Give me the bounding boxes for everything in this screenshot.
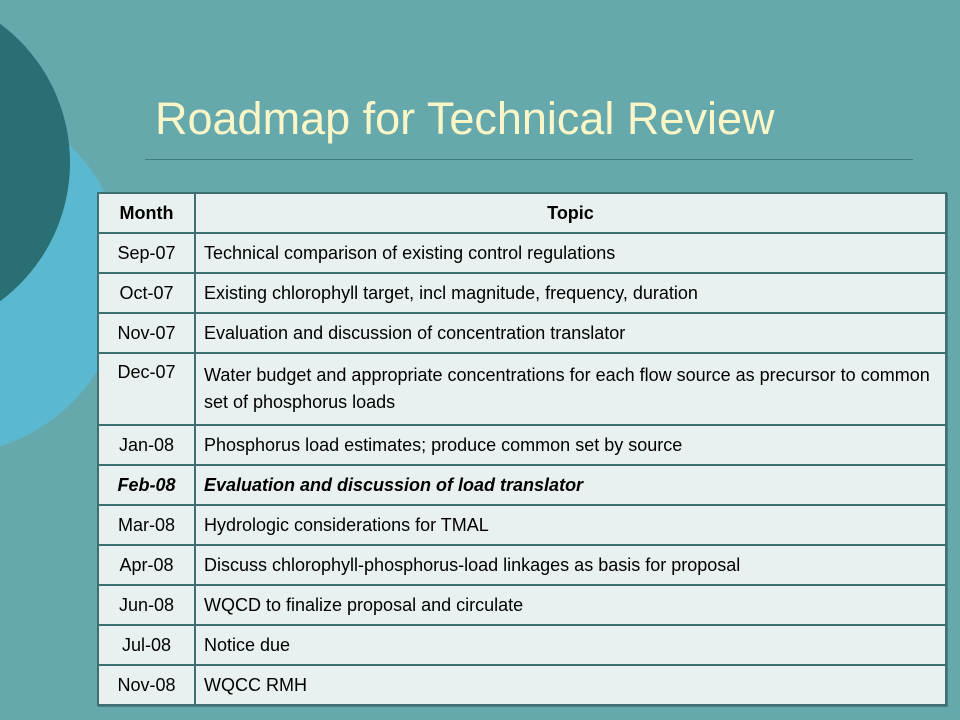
topic-cell: Water budget and appropriate concentrations for each flow source as precursor to common set of phosphorus loads [195,353,946,425]
table-row [98,505,946,545]
table-row-highlighted [98,465,946,505]
month-cell: Nov-08 [98,665,195,705]
table-row [98,313,946,353]
month-cell: Oct-07 [98,273,195,313]
month-cell: Mar-08 [98,505,195,545]
table-row [98,545,946,585]
topic-cell: WQCD to finalize proposal and circulate [195,585,946,625]
roadmap-table [97,192,947,706]
topic-cell: Existing chlorophyll target, incl magnitude, frequency, duration [195,273,946,313]
title-underline [145,159,913,160]
month-cell: Jan-08 [98,425,195,465]
month-cell: Apr-08 [98,545,195,585]
month-cell: Jun-08 [98,585,195,625]
table-row [98,665,946,705]
header-topic: Topic [195,193,946,233]
topic-cell: Phosphorus load estimates; produce common set by source [195,425,946,465]
header-month: Month [98,193,195,233]
topic-cell: Discuss chlorophyll-phosphorus-load linkages as basis for proposal [195,545,946,585]
topic-cell: WQCC RMH [195,665,946,705]
slide-title: Roadmap for Technical Review [155,93,775,144]
topic-cell: Technical comparison of existing control regulations [195,233,946,273]
month-cell: Sep-07 [98,233,195,273]
table-header-row [98,193,946,233]
topic-cell: Hydrologic considerations for TMAL [195,505,946,545]
topic-cell: Notice due [195,625,946,665]
month-cell: Dec-07 [98,353,195,425]
topic-cell: Evaluation and discussion of load translator [195,465,946,505]
table-row [98,353,946,425]
table-row [98,273,946,313]
table-row [98,425,946,465]
topic-cell: Evaluation and discussion of concentration translator [195,313,946,353]
month-cell: Jul-08 [98,625,195,665]
month-cell: Feb-08 [98,465,195,505]
table-row [98,233,946,273]
table-row [98,625,946,665]
month-cell: Nov-07 [98,313,195,353]
table-row [98,585,946,625]
